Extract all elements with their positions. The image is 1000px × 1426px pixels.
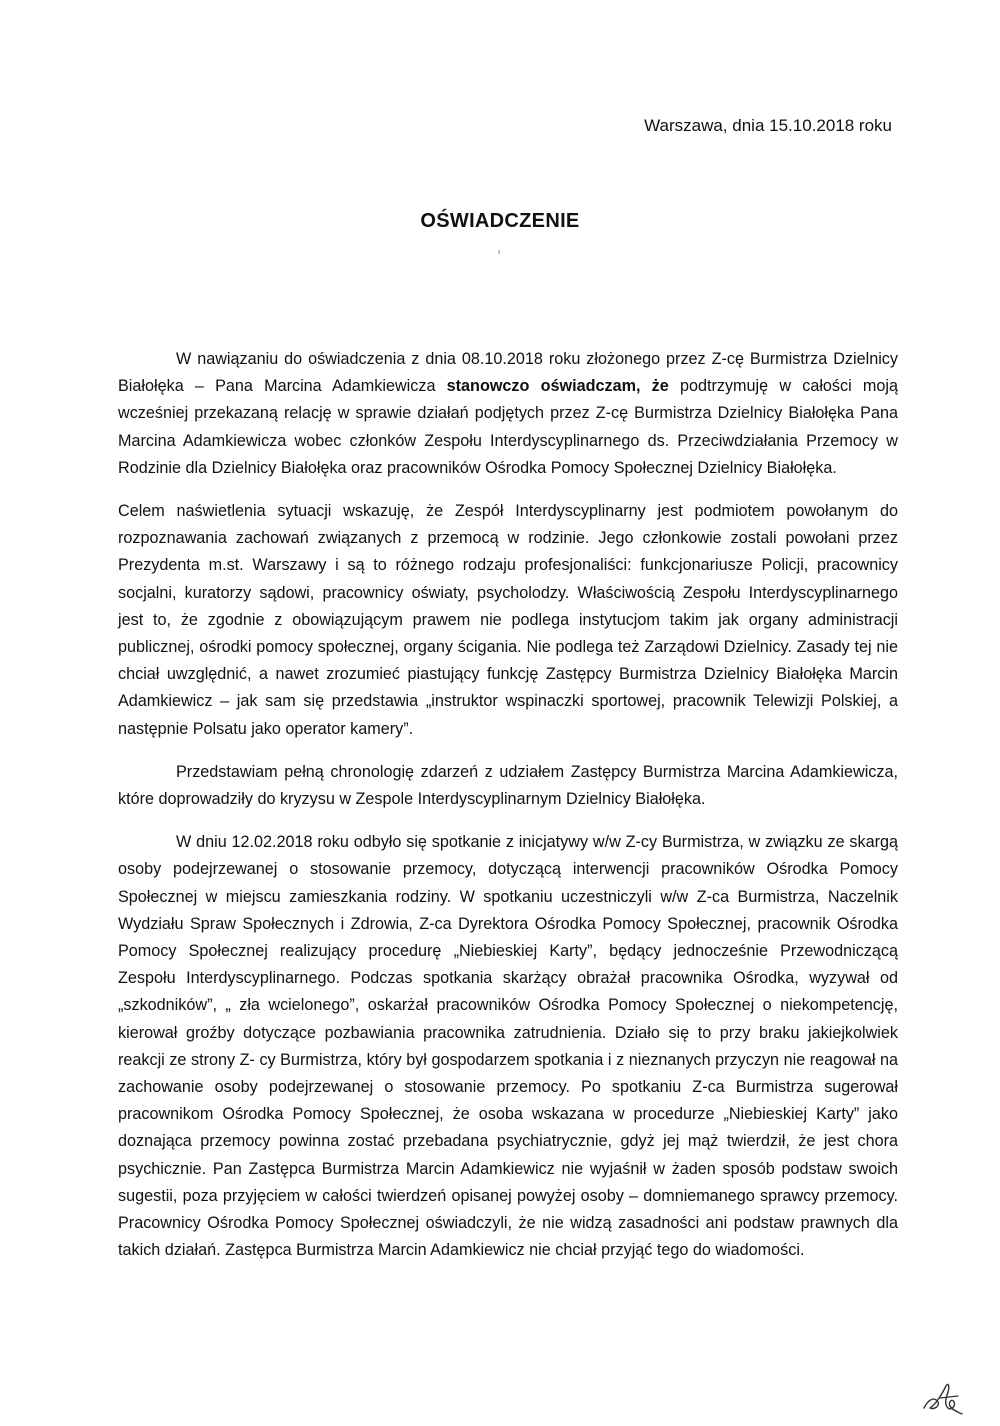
document-body: [118, 346, 898, 1281]
document-title: OŚWIADCZENIE: [420, 210, 580, 232]
paragraph-4: W dniu 12.02.2018 roku odbyło się spotkanie z inicjatywy w/w Z-cy Burmistrza, w związku ze skargą osoby podejrzewanej o stosowanie przemocy, dotyczącą interwencji pracowników Ośrodka Pomocy Społecznej w miejscu zamieszkania rodziny. W spotkaniu uczestniczyli w/w Z-ca Burmistrza, Naczelnik Wydziału Spraw Społecznych i Zdrowia, Z-ca Dyrektora Ośrodka Pomocy Społecznej, pracownik Ośrodka Pomocy Społecznej realizujący procedurę „Niebieskiej Karty”, będący jednocześnie Przewodniczącą Zespołu Interdyscyplinarnego. Podczas spotkania skarżący obrażał pracownika Ośrodka, wyzywał od „szkodników”, „ zła wcielonego”, oskarżał pracowników Ośrodka Pomocy Społecznej o niekompetencję, kierował groźby dotyczące pozbawiania pracownika zatrudnienia. Działo się to przy braku jakiejkolwiek reakcji ze strony Z- cy Burmistrza, który był gospodarzem spotkania i z nieznanych przyczyn nie reagował na zachowanie osoby podejrzewanej o stosowanie przemocy. Po spotkaniu Z-ca Burmistrza sugerował pracownikom Ośrodka Pomocy Społecznej, że osoba wskazana w procedurze „Niebieskiej Karty” jako doznająca przemocy powinna zostać przebadana psychiatrycznie, gdyż jej mąż twierdził, że jest chora psychicznie. Pan Zastępca Burmistrza Marcin Adamkiewicz nie wyjaśnił w żaden sposób podstaw swoich sugestii, poza przyjęciem w całości twierdzeń opisanej powyżej osoby – domniemanego sprawcy przemocy. Pracownicy Ośrodka Pomocy Społecznej oświadczyli, że nie widzą zasadności ani podstaw prawnych dla takich działań. Zastępca Burmistrza Marcin Adamkiewicz nie chciał przyjąć tego do wiadomości.: [118, 833, 898, 1260]
paragraph-1-part-b: podtrzymuję w całości moją wcześniej przekazaną relację w sprawie działań podjętych przez Z-cę Burmistrza Dzielnicy Białołęka Pana Marcina Adamkiewicza wobec członków Zespołu Interdyscyplinarnego ds. Przeciwdziałania Przemocy w Rodzinie dla Dzielnicy Białołęka oraz pracowników Ośrodka Pomocy Społecznej Dzielnicy Białołęka.: [118, 377, 898, 477]
scan-speck: [498, 250, 500, 254]
paragraph-1-bold: stanowczo oświadczam, że: [446, 377, 669, 396]
place-and-date: Warszawa, dnia 15.10.2018 roku: [644, 116, 892, 135]
paragraph-3: Przedstawiam pełną chronologię zdarzeń z udziałem Zastępcy Burmistrza Marcina Adamkiewicza, które doprowadziły do kryzysu w Zespole Interdyscyplinarnym Dzielnicy Białołęka.: [118, 762, 898, 809]
handwritten-initials-signature: [920, 1378, 964, 1418]
paragraph-2: Celem naświetlenia sytuacji wskazuję, że Zespół Interdyscyplinarny jest podmiotem powołanym do rozpoznawania zachowań związanych z przemocą w rodzinie. Jego członkowie zostali powołani przez Prezydenta m.st. Warszawy i są to różnego rodzaju profesjonaliści: funkcjonariusze Policji, pracownicy socjalni, kuratorzy sądowi, pracownicy oświaty, psycholodzy. Właściwością Zespołu Interdyscyplinarnego jest to, że zgodnie z obowiązującym prawem nie podlega instytucjom takim jak organy administracji publicznej, ośrodki pomocy społecznej, organy ścigania. Nie podlega też Zarządowi Dzielnicy. Zasady tej nie chciał uwzględnić, a nawet zrozumieć piastujący funkcję Zastępcy Burmistrza Dzielnicy Białołęka Marcin Adamkiewicz – jak sam się przedstawia „instruktor wspinaczki sportowej, pracownik Telewizji Polskiej, a następnie Polsatu jako operator kamery”.: [118, 502, 898, 738]
paragraph-1-part-a: W nawiązaniu do oświadczenia z dnia 08.10.2018 roku złożonego przez Z-cę Burmistrza Dzielnicy Białołęka – Pana Marcina Adamkiewicza: [118, 350, 898, 396]
paragraph-1: [118, 346, 898, 482]
